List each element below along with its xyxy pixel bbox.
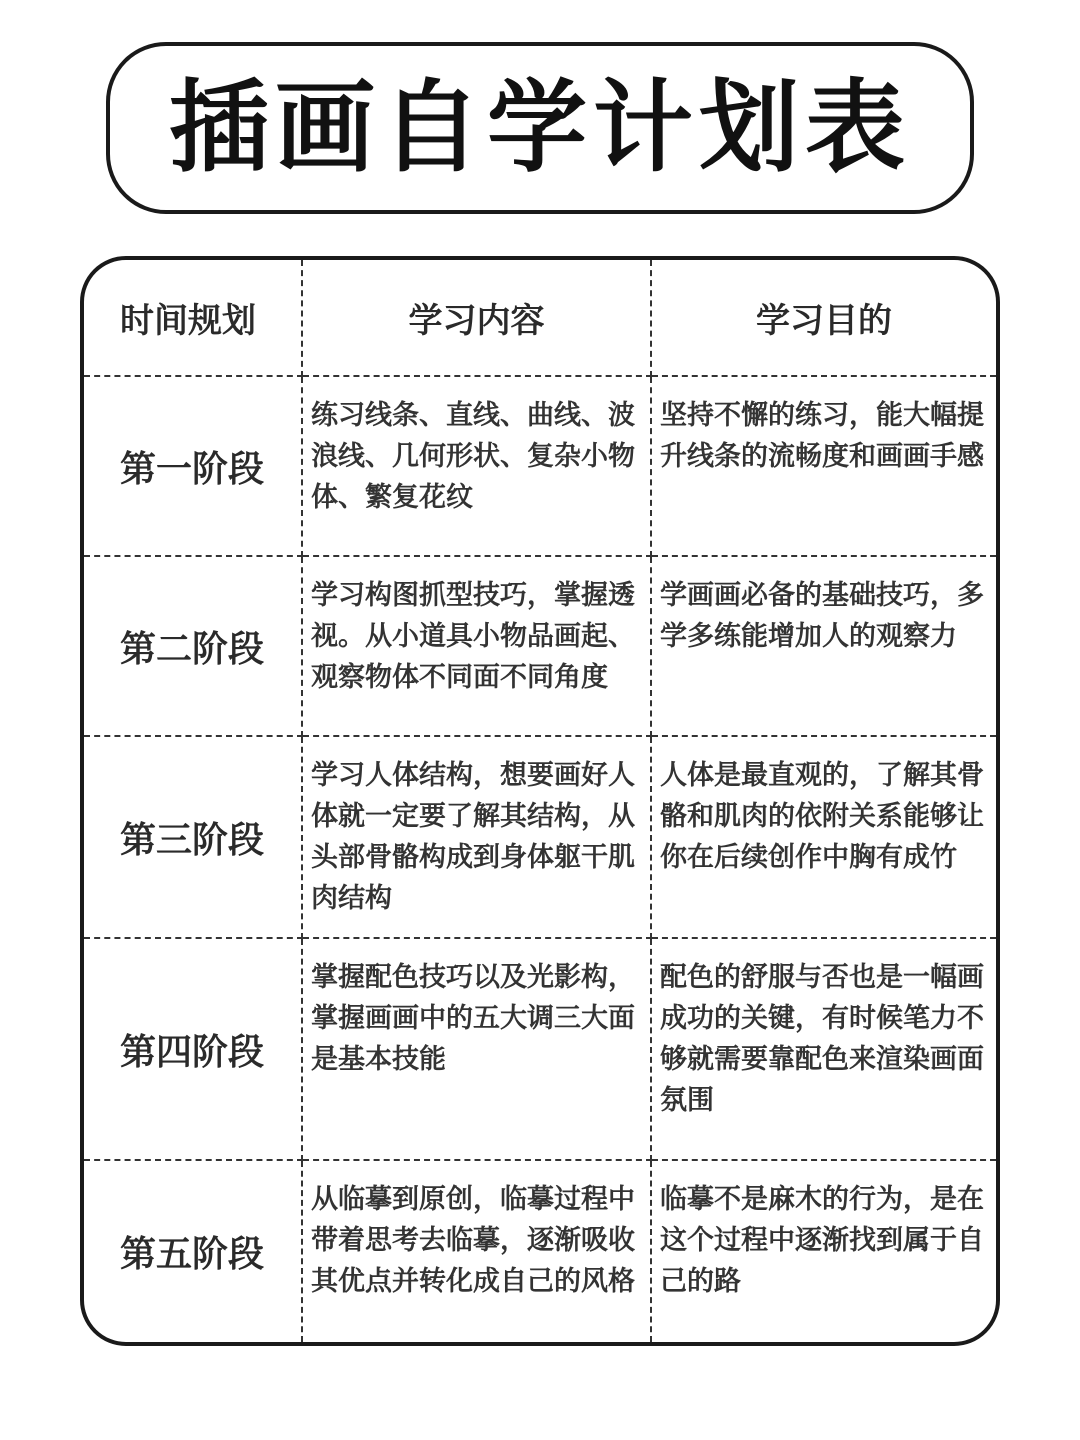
goal-cell: 学画画必备的基础技巧，多学多练能增加人的观察力 (651, 556, 996, 736)
plan-table-container (80, 256, 1000, 1346)
content-cell: 学习构图抓型技巧，掌握透视。从小道具小物品画起、观察物体不同面不同角度 (302, 556, 651, 736)
page-title: 插画自学计划表 (169, 69, 911, 186)
plan-table (84, 260, 996, 1342)
header-goal: 学习目的 (651, 260, 996, 376)
stage-label: 第一阶段 (84, 376, 302, 556)
table-row (84, 736, 996, 938)
content-cell: 练习线条、直线、曲线、波浪线、几何形状、复杂小物体、繁复花纹 (302, 376, 651, 556)
content-cell: 从临摹到原创，临摹过程中带着思考去临摹，逐渐吸收其优点并转化成自己的风格 (302, 1160, 651, 1342)
title-banner (106, 42, 974, 214)
table-row (84, 938, 996, 1160)
stage-label: 第三阶段 (84, 736, 302, 938)
table-row (84, 556, 996, 736)
content-cell: 掌握配色技巧以及光影构，掌握画画中的五大调三大面是基本技能 (302, 938, 651, 1160)
stage-label: 第四阶段 (84, 938, 302, 1160)
goal-cell: 人体是最直观的，了解其骨骼和肌肉的依附关系能够让你在后续创作中胸有成竹 (651, 736, 996, 938)
table-row (84, 1160, 996, 1342)
stage-label: 第二阶段 (84, 556, 302, 736)
header-time: 时间规划 (84, 260, 302, 376)
content-cell: 学习人体结构，想要画好人体就一定要了解其结构，从头部骨骼构成到身体躯干肌肉结构 (302, 736, 651, 938)
goal-cell: 配色的舒服与否也是一幅画成功的关键，有时候笔力不够就需要靠配色来渲染画面氛围 (651, 938, 996, 1160)
table-header-row (84, 260, 996, 376)
stage-label: 第五阶段 (84, 1160, 302, 1342)
table-row (84, 376, 996, 556)
goal-cell: 临摹不是麻木的行为，是在这个过程中逐渐找到属于自己的路 (651, 1160, 996, 1342)
header-content: 学习内容 (302, 260, 651, 376)
goal-cell: 坚持不懈的练习，能大幅提升线条的流畅度和画画手感 (651, 376, 996, 556)
